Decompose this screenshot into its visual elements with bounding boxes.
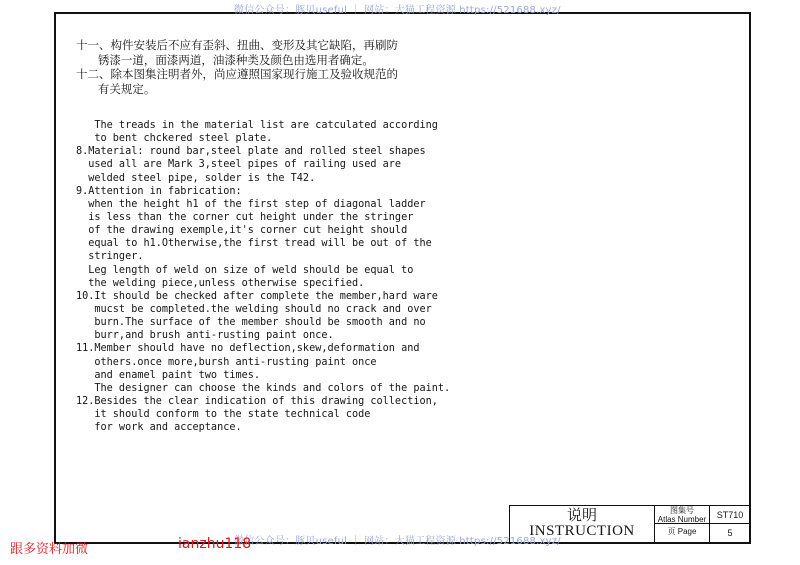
promo-text: 跟多资料加微 [10, 542, 89, 557]
chinese-note-line: 十二、除本图集注明者外，尚应遵照国家现行施工及验收规范的 [76, 67, 398, 81]
english-note-line: for work and acceptance. [76, 422, 242, 434]
page-number: 5 [727, 528, 733, 538]
title-cn: 说明 [566, 506, 597, 524]
title-en: INSTRUCTION [529, 523, 635, 539]
watermark-bottom: 微信公众号：豚贝useful ｜ 网站：大猫工程资源 https://521688.xyz/ [234, 536, 561, 547]
english-note-line: 11.Member should have no deflection,skew,deformation and [76, 343, 420, 355]
english-note-line: the welding piece,unless otherwise specified. [76, 277, 365, 289]
english-note-line: to bent chckered steel plate. [76, 133, 273, 145]
english-note-line: when the height h1 of the first step of diagonal ladder [76, 198, 426, 210]
english-note-line: 8.Material: round bar,steel plate and rolled steel shapes [76, 146, 426, 158]
atlas-number-label [655, 506, 710, 524]
chinese-note-line: 有关规定。 [76, 81, 156, 96]
english-note-line: mucst be completed.the welding should no crack and over [76, 303, 432, 315]
english-note-line: burn.The surface of the member should be smooth and no [76, 317, 426, 329]
atlas-number-value: ST710 [710, 506, 750, 524]
english-note-line: Leg length of weld on size of weld should be equal to [76, 264, 414, 276]
english-note-line: of the drawing exemple,it's corner cut height should [76, 225, 408, 237]
english-note-line: 9.Attention in fabrication: [76, 185, 242, 197]
english-note-line: burr,and brush anti-rusting paint once. [76, 330, 334, 342]
atlas-label-cn: 图集号 [670, 506, 694, 515]
english-note-line: 12.Besides the clear indication of this drawing collection, [76, 395, 438, 407]
english-note-line: welded steel pipe, solder is the T42. [76, 172, 316, 184]
english-note-line: The treads in the material list are catculated according [76, 120, 438, 131]
watermark-top: 微信公众号：豚贝useful ｜ 网站：大猫工程资源 https://521688.xyz/ [234, 5, 561, 16]
chinese-notes [76, 38, 398, 96]
page-label: 页 Page [655, 524, 710, 542]
english-note-line: and enamel paint two times. [76, 369, 261, 381]
english-note-line: The designer can choose the kinds and colors of the paint. [76, 382, 451, 394]
english-note-line: stringer. [76, 251, 144, 263]
chinese-note-line: 锈漆一道，面漆两道，油漆种类及颜色由选用者确定。 [76, 52, 374, 67]
english-note-line: used all are Mark 3,steel pipes of railing used are [76, 159, 402, 171]
promo-id: ianzhu118 [178, 536, 252, 552]
english-note-line: equal to h1.Otherwise,the first tread will be out of the [76, 238, 432, 250]
chinese-note-line: 十一、构件安装后不应有歪斜、扭曲、变形及其它缺陷，再刷防 [76, 38, 398, 52]
english-note-line: others.once more,bursh anti-rusting paint once [76, 356, 377, 368]
english-notes [76, 119, 450, 434]
english-note-line: is less than the corner cut height under the stringer [76, 211, 414, 223]
english-note-line: 10.It should be checked after complete the member,hard ware [76, 290, 438, 302]
atlas-label-en: Atlas Number [657, 514, 707, 524]
english-note-line: it should conform to the state technical code [76, 409, 371, 421]
